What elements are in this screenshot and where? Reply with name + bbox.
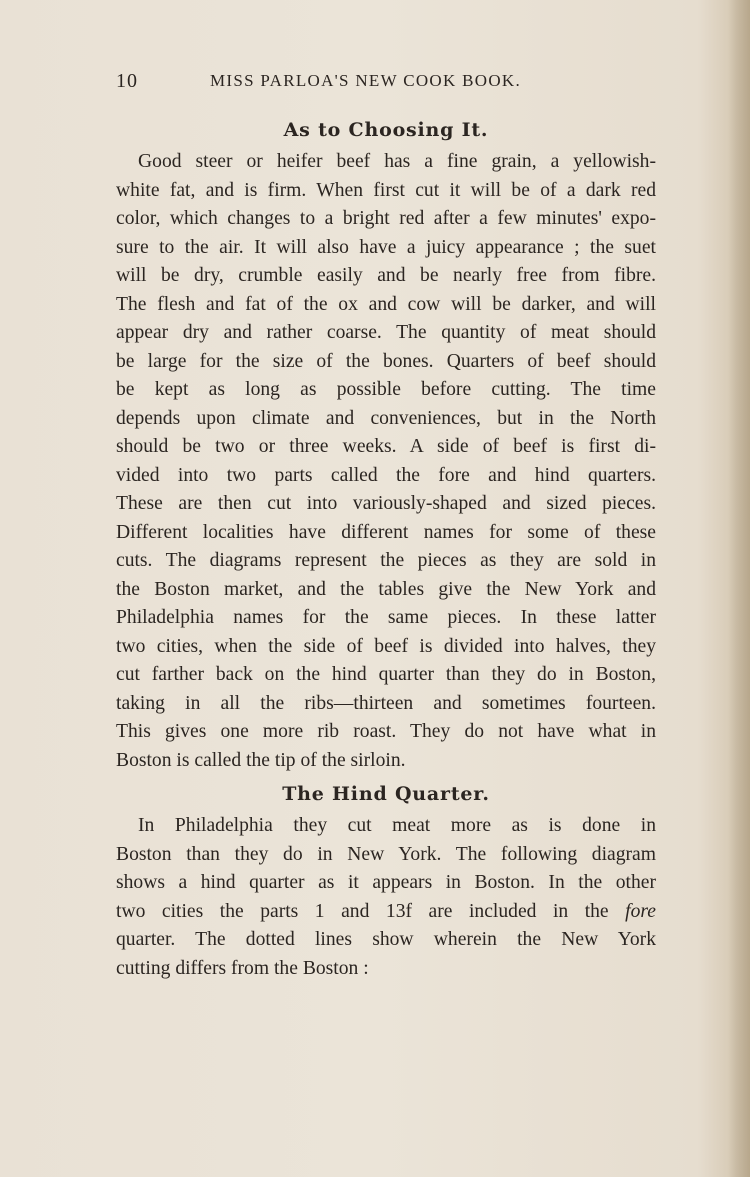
text-line: cutting differs from the Boston : xyxy=(116,957,369,979)
text-line: two cities, when the side of beef is divided into halves, they xyxy=(116,635,656,657)
text-fragment: two cities the parts 1 and 13f are included in the xyxy=(116,900,609,922)
text-line: color, which changes to a bright red after a few minutes' expo- xyxy=(116,208,656,229)
text-line: cuts. The diagrams represent the pieces as they are sold in xyxy=(116,550,656,571)
italic-word: fore xyxy=(625,900,656,922)
section-heading-hind-quarter: The Hind Quarter. xyxy=(282,783,490,805)
text-line: depends upon climate and conveniences, but in the North xyxy=(116,407,656,429)
text-line: cut farther back on the hind quarter than they do in Boston, xyxy=(116,664,656,685)
text-line: In Philadelphia they cut meat more as is done in xyxy=(138,815,656,836)
page-number: 10 xyxy=(116,70,138,92)
running-head: MISS PARLOA'S NEW COOK BOOK. xyxy=(210,71,522,90)
section-heading-choosing: As to Choosing It. xyxy=(283,119,489,141)
text-line: This gives one more rib roast. They do not have what in xyxy=(116,721,656,742)
text-line: Good steer or heifer beef has a fine grain, a yellowish- xyxy=(138,151,656,172)
page-header xyxy=(116,70,658,98)
paragraph-hind-quarter xyxy=(116,812,656,983)
text-line: taking in all the ribs—thirteen and sometimes fourteen. xyxy=(116,692,656,714)
text-line: vided into two parts called the fore and hind quarters. xyxy=(116,464,656,486)
text-line: be large for the size of the bones. Quarters of beef should xyxy=(116,350,656,372)
text-line: These are then cut into variously-shaped and sized pieces. xyxy=(116,493,656,514)
text-line: will be dry, crumble easily and be nearly free from fibre. xyxy=(116,265,656,286)
text-line: be kept as long as possible before cutting. The time xyxy=(116,379,656,400)
text-line-with-italic xyxy=(116,898,656,927)
text-line: Different localities have different names for some of these xyxy=(116,521,656,543)
text-line: Boston than they do in New York. The following diagram xyxy=(116,843,656,865)
text-line: the Boston market, and the tables give the New York and xyxy=(116,578,656,600)
text-line: The flesh and fat of the ox and cow will be darker, and will xyxy=(116,293,656,315)
text-line: Philadelphia names for the same pieces. In these latter xyxy=(116,607,656,628)
text-line: white fat, and is firm. When first cut it will be of a dark red xyxy=(116,179,656,201)
text-line: Boston is called the tip of the sirloin. xyxy=(116,749,406,771)
text-line: quarter. The dotted lines show wherein the New York xyxy=(116,929,656,950)
text-line: should be two or three weeks. A side of beef is first di- xyxy=(116,436,656,457)
page-gutter-shadow xyxy=(728,0,750,1177)
text-line: appear dry and rather coarse. The quantity of meat should xyxy=(116,322,656,343)
text-line: sure to the air. It will also have a juicy appearance ; the suet xyxy=(116,236,656,258)
text-line: shows a hind quarter as it appears in Boston. In the other xyxy=(116,872,656,893)
paragraph-choosing xyxy=(116,148,656,775)
